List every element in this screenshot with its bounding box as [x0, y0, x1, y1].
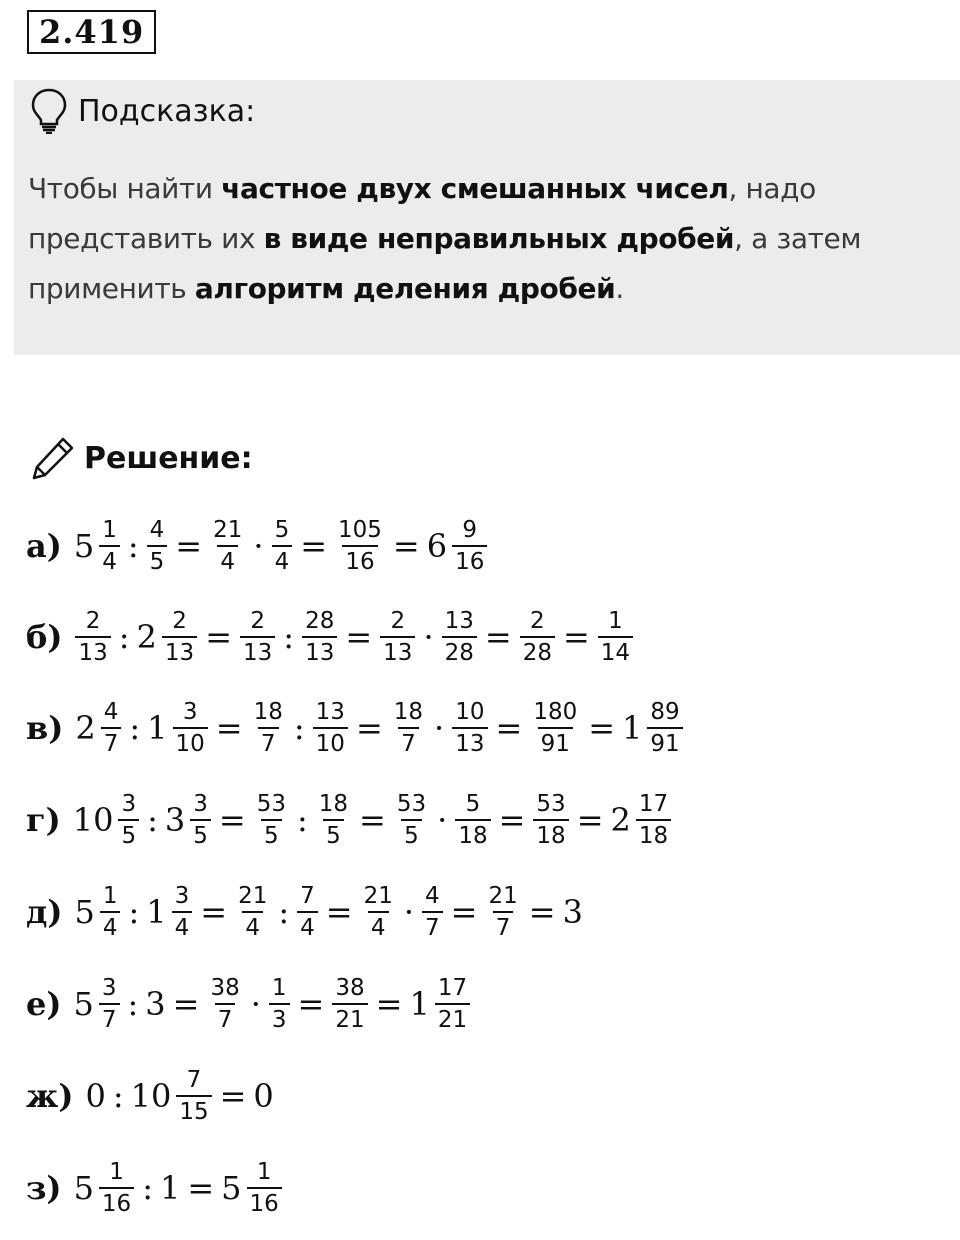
- operator: ·: [434, 709, 445, 747]
- denominator: 16: [99, 1187, 134, 1217]
- denominator: 7: [99, 1003, 120, 1033]
- numerator: 2: [172, 607, 187, 634]
- row-label: д): [26, 893, 63, 931]
- hint-emphasis: в виде неправильных дробей: [263, 222, 735, 255]
- operator: :: [118, 618, 130, 656]
- numerator: 7: [300, 882, 315, 909]
- denominator: 13: [452, 727, 487, 757]
- denominator: 4: [272, 545, 293, 575]
- fraction: [100, 883, 121, 942]
- whole-number: 1: [159, 1169, 181, 1207]
- row-label: г): [26, 801, 61, 839]
- fraction: [361, 883, 396, 942]
- fraction: [485, 883, 520, 942]
- fraction: [75, 608, 110, 667]
- hint-fragment: Чтобы найти: [28, 172, 222, 205]
- denominator: 3: [269, 1003, 290, 1033]
- row-label: з): [26, 1169, 62, 1207]
- fraction: [332, 975, 367, 1034]
- fraction: [647, 699, 682, 758]
- numerator: 17: [638, 790, 669, 817]
- operator: =: [562, 618, 590, 656]
- operator: ·: [437, 801, 448, 839]
- operator: :: [278, 893, 290, 931]
- numerator: 4: [425, 882, 440, 909]
- solution-row: [26, 597, 636, 677]
- denominator: 10: [173, 727, 208, 757]
- fraction: [207, 975, 242, 1034]
- denominator: 4: [217, 545, 238, 575]
- numerator: 53: [396, 790, 427, 817]
- whole-number: 0: [85, 1077, 106, 1115]
- whole-number: 3: [562, 893, 583, 931]
- fraction: [147, 517, 168, 576]
- operator: :: [147, 801, 158, 839]
- operator: :: [283, 618, 295, 656]
- numerator: 3: [101, 974, 117, 1001]
- solution-row: [26, 964, 473, 1044]
- operator: :: [127, 527, 139, 565]
- operator: =: [495, 709, 523, 747]
- numerator: 7: [186, 1066, 202, 1093]
- fraction: [101, 699, 122, 758]
- fraction: [313, 699, 348, 758]
- fraction: [172, 883, 193, 942]
- fraction: [210, 517, 245, 576]
- operator: =: [205, 618, 232, 656]
- numerator: 38: [335, 974, 365, 1001]
- row-label: е): [26, 985, 62, 1023]
- row-label: а): [26, 527, 62, 565]
- whole-part: 5: [73, 985, 94, 1023]
- operator: :: [112, 1077, 124, 1115]
- fraction: [162, 608, 197, 667]
- numerator: 17: [437, 974, 468, 1001]
- denominator: 7: [215, 1003, 236, 1033]
- operator: =: [297, 985, 325, 1023]
- whole-part: 2: [610, 801, 631, 839]
- numerator: 9: [462, 516, 478, 543]
- operator: =: [450, 893, 478, 931]
- whole-part: 5: [73, 527, 95, 565]
- operator: =: [359, 801, 386, 839]
- fraction: [394, 791, 429, 850]
- denominator: 5: [118, 819, 139, 849]
- fraction: [269, 975, 290, 1034]
- numerator: 5: [465, 790, 481, 817]
- denominator: 5: [323, 819, 344, 849]
- operator: =: [187, 1169, 215, 1207]
- operator: :: [296, 801, 308, 839]
- fraction: [335, 517, 385, 576]
- denominator: 7: [398, 727, 419, 757]
- denominator: 18: [636, 819, 671, 849]
- numerator: 4: [149, 516, 165, 543]
- fraction: [190, 791, 211, 850]
- numerator: 1: [271, 974, 287, 1001]
- denominator: 4: [99, 545, 120, 575]
- operator: =: [218, 801, 246, 839]
- numerator: 3: [182, 698, 198, 725]
- solution-row: [26, 1148, 285, 1228]
- numerator: 5: [274, 516, 290, 543]
- operator: =: [392, 527, 420, 565]
- numerator: 18: [253, 698, 283, 725]
- numerator: 105: [338, 516, 382, 543]
- numerator: 21: [238, 882, 268, 909]
- denominator: 16: [452, 545, 487, 575]
- numerator: 3: [174, 882, 190, 909]
- denominator: 28: [520, 636, 555, 666]
- fraction: [380, 608, 415, 667]
- operator: =: [375, 985, 403, 1023]
- fraction: [99, 975, 120, 1034]
- operator: =: [219, 1077, 247, 1115]
- numerator: 180: [533, 698, 578, 725]
- denominator: 13: [162, 636, 197, 666]
- solution-row: [26, 1056, 276, 1136]
- numerator: 13: [315, 698, 345, 725]
- denominator: 13: [380, 636, 415, 666]
- numerator: 1: [102, 882, 118, 909]
- denominator: 21: [332, 1003, 367, 1033]
- fraction: [272, 517, 293, 576]
- whole-number: 3: [145, 985, 166, 1023]
- solution-row: [26, 688, 686, 768]
- hint-emphasis: частное двух смешанных чисел: [221, 172, 729, 205]
- numerator: 53: [256, 790, 286, 817]
- hint-text: [28, 164, 938, 314]
- operator: :: [293, 709, 305, 747]
- operator: ·: [250, 985, 261, 1023]
- solution-row: [26, 506, 490, 586]
- whole-part: 1: [147, 709, 168, 747]
- hint-emphasis: алгоритм деления дробей: [194, 272, 616, 305]
- denominator: 91: [538, 727, 573, 757]
- operator: :: [128, 893, 140, 931]
- denominator: 4: [297, 911, 318, 941]
- numerator: 3: [121, 790, 137, 817]
- fraction: [235, 883, 270, 942]
- denominator: 21: [435, 1003, 470, 1033]
- operator: :: [142, 1169, 153, 1207]
- lightbulb-icon: [30, 88, 68, 134]
- numerator: 13: [444, 607, 474, 634]
- whole-part: 10: [72, 801, 114, 839]
- denominator: 5: [190, 819, 211, 849]
- fraction: [452, 517, 487, 576]
- whole-part: 1: [622, 709, 643, 747]
- operator: =: [175, 527, 203, 565]
- denominator: 91: [647, 727, 682, 757]
- denominator: 5: [261, 819, 282, 849]
- fraction: [533, 791, 568, 850]
- denominator: 5: [147, 545, 168, 575]
- hint-fragment: .: [615, 272, 624, 305]
- fraction: [240, 608, 275, 667]
- denominator: 13: [302, 636, 337, 666]
- numerator: 21: [363, 882, 393, 909]
- fraction: [99, 1159, 134, 1218]
- operator: :: [129, 709, 141, 747]
- numerator: 38: [210, 974, 240, 1001]
- numerator: 18: [318, 790, 349, 817]
- fraction: [302, 608, 337, 667]
- whole-part: 1: [146, 893, 167, 931]
- numerator: 28: [305, 607, 335, 634]
- fraction: [520, 608, 555, 667]
- numerator: 2: [530, 607, 545, 634]
- numerator: 21: [213, 516, 243, 543]
- operator: =: [355, 709, 383, 747]
- whole-part: 6: [426, 527, 448, 565]
- fraction: [251, 699, 286, 758]
- operator: =: [345, 618, 373, 656]
- fraction: [297, 883, 318, 942]
- numerator: 21: [488, 882, 518, 909]
- numerator: 1: [608, 607, 623, 634]
- denominator: 13: [240, 636, 275, 666]
- operator: =: [172, 985, 200, 1023]
- hint-header: [30, 86, 255, 136]
- numerator: 89: [650, 698, 680, 725]
- denominator: 4: [368, 911, 389, 941]
- pencil-icon: [30, 435, 76, 481]
- whole-part: 1: [409, 985, 430, 1023]
- hint-fragment: , а затем применить: [28, 222, 862, 305]
- denominator: 16: [247, 1187, 282, 1217]
- fraction: [455, 791, 490, 850]
- numerator: 4: [103, 698, 119, 725]
- whole-part: 2: [136, 618, 157, 656]
- operator: ·: [253, 527, 264, 565]
- denominator: 7: [422, 911, 443, 941]
- operator: =: [215, 709, 243, 747]
- fraction: [118, 791, 139, 850]
- fraction: [316, 791, 351, 850]
- operator: ·: [403, 893, 415, 931]
- fraction: [176, 1067, 211, 1126]
- fraction: [173, 699, 208, 758]
- operator: =: [588, 709, 616, 747]
- operator: =: [484, 618, 512, 656]
- denominator: 28: [442, 636, 477, 666]
- denominator: 14: [598, 636, 633, 666]
- denominator: 15: [176, 1095, 211, 1125]
- fraction: [435, 975, 470, 1034]
- denominator: 7: [258, 727, 279, 757]
- numerator: 3: [193, 790, 208, 817]
- denominator: 16: [342, 545, 377, 575]
- solution-header: [30, 430, 253, 486]
- fraction: [452, 699, 487, 758]
- whole-part: 5: [73, 1169, 94, 1207]
- hint-title: Подсказка:: [78, 93, 256, 129]
- whole-part: 5: [221, 1169, 242, 1207]
- solution-title: Решение:: [84, 440, 253, 476]
- fraction: [247, 1159, 282, 1218]
- fraction: [636, 791, 671, 850]
- task-number: 2.419: [27, 10, 156, 54]
- operator: =: [200, 893, 228, 931]
- hint-fragment: , надо представить их: [28, 172, 816, 255]
- fraction: [391, 699, 426, 758]
- whole-part: 3: [164, 801, 186, 839]
- operator: =: [498, 801, 526, 839]
- numerator: 18: [393, 698, 424, 725]
- operator: :: [127, 985, 139, 1023]
- denominator: 4: [100, 911, 121, 941]
- numerator: 1: [109, 1158, 124, 1185]
- solution-row: [26, 780, 674, 860]
- denominator: 4: [172, 911, 193, 941]
- fraction: [422, 883, 443, 942]
- fraction: [254, 791, 289, 850]
- denominator: 10: [313, 727, 348, 757]
- denominator: 18: [455, 819, 490, 849]
- numerator: 2: [250, 607, 265, 634]
- numerator: 53: [536, 790, 566, 817]
- row-label: ж): [26, 1077, 74, 1115]
- denominator: 13: [75, 636, 110, 666]
- operator: =: [576, 801, 604, 839]
- whole-number: 0: [253, 1077, 274, 1115]
- denominator: 4: [242, 911, 263, 941]
- numerator: 2: [85, 607, 101, 634]
- operator: =: [300, 527, 328, 565]
- fraction: [442, 608, 477, 667]
- fraction: [598, 608, 633, 667]
- numerator: 1: [256, 1158, 272, 1185]
- whole-part: 5: [74, 893, 95, 931]
- numerator: 10: [455, 698, 485, 725]
- row-label: б): [26, 618, 63, 656]
- operator: =: [528, 893, 556, 931]
- fraction: [99, 517, 120, 576]
- operator: ·: [423, 618, 434, 656]
- fraction: [530, 699, 580, 758]
- denominator: 7: [493, 911, 514, 941]
- solution-row: [26, 872, 585, 952]
- whole-part: 10: [130, 1077, 172, 1115]
- denominator: 5: [401, 819, 422, 849]
- denominator: 18: [533, 819, 568, 849]
- whole-part: 2: [75, 709, 96, 747]
- operator: =: [325, 893, 353, 931]
- denominator: 7: [101, 727, 122, 757]
- numerator: 1: [102, 516, 117, 543]
- numerator: 2: [390, 607, 406, 634]
- row-label: в): [26, 709, 64, 747]
